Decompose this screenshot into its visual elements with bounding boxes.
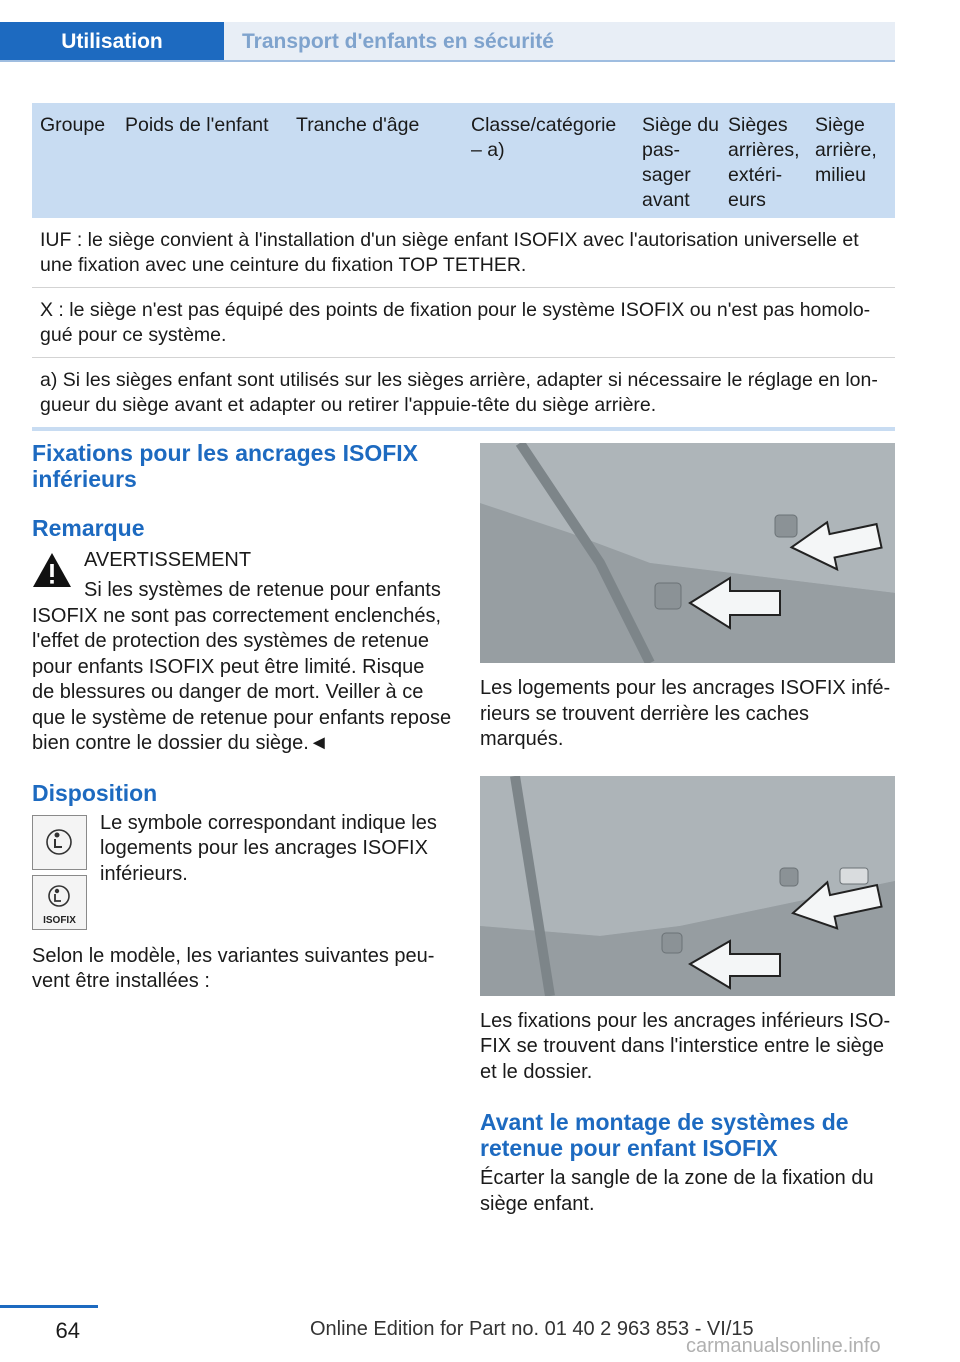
seat-photo-gap: [480, 776, 895, 996]
table-note-row: X : le siège n'est pas équipé des points de fixation pour le système ISOFIX ou n'est pas homolo-gué pour ce système.: [32, 288, 895, 358]
isofix-table: [32, 103, 895, 431]
disposition-heading: Disposition: [32, 779, 158, 806]
subsection-title: Avant le montage de systèmes de retenue pour enfant ISOFIX: [480, 1109, 849, 1161]
isofix-icon: [32, 875, 87, 930]
left-column: [32, 440, 452, 995]
section-title: Fixations pour les ancrages ISOFIX inférieurs: [32, 440, 419, 492]
table-header-cell: Poids de l'enfant: [125, 114, 269, 136]
warning-label: AVERTISSEMENT: [84, 549, 252, 571]
table-header-cell: Sièges arrières, extéri-eurs: [728, 114, 800, 211]
page-number: 64: [55, 1318, 80, 1343]
header-tab-utilisation[interactable]: Utilisation: [0, 22, 224, 62]
header-tab-section[interactable]: Transport d'enfants en sécurité: [224, 22, 895, 62]
edition-text: Online Edition for Part no. 01 40 2 963 853 - VI/15: [310, 1318, 754, 1340]
table-note-row: a) Si les sièges enfant sont utilisés sur les sièges arrière, adapter si nécessaire le réglage en lon-gueur du siège avant et adapter ou retirer l'appuie-tête du siège arrière.: [32, 358, 895, 431]
warning-text: Si les systèmes de retenue pour enfants ISOFIX ne sont pas correctement enclenchés, l'effet de protection des systèmes de retenue pour enfants ISOFIX peut être limité. Risque de blessures ou danger de mort. Veiller à ce que le système de retenue pour enfants repose bien contre le dossier du siège.◄: [32, 579, 452, 754]
seat-photo-covers: [480, 443, 895, 663]
table-header-cell: Groupe: [40, 114, 106, 136]
table-header-cell: Classe/catégorie – a): [471, 114, 617, 161]
remark-heading: Remarque: [32, 515, 145, 541]
caption-covers: Les logements pour les ancrages ISOFIX infé-rieurs se trouvent derrière les caches marqués.: [480, 677, 891, 750]
table-note-row: IUF : le siège convient à l'installation d'un siège enfant ISOFIX avec l'autorisation universelle et une fixation avec une ceinture du fixation TOP TETHER.: [32, 218, 895, 288]
footer-divider: [0, 1305, 98, 1308]
caption-gap: Les fixations pour les ancrages inférieurs ISO-FIX se trouvent dans l'interstice entre le siège et le dossier.: [480, 1009, 891, 1083]
watermark: carmanualsonline.info: [686, 1335, 881, 1357]
isofix-icon-label: ISOFIX: [43, 914, 76, 926]
warning-icon: [32, 552, 72, 588]
subsection-text: Écarter la sangle de la zone de la fixation du siège enfant.: [480, 1167, 874, 1215]
child-seat-icon: [32, 815, 87, 870]
variants-text: Selon le modèle, les variantes suivantes peu-vent être installées :: [32, 944, 435, 992]
right-column: [480, 440, 895, 1217]
table-header-cell: Siège du pas-sager avant: [642, 114, 719, 211]
table-header-cell: Tranche d'âge: [296, 114, 420, 136]
table-header-row: [32, 103, 895, 218]
table-header-cell: Siège arrière, milieu: [815, 114, 877, 186]
header-divider: [0, 60, 895, 62]
disposition-text: Le symbole correspondant indique les logements pour les ancrages ISOFIX inférieurs.: [100, 811, 437, 885]
